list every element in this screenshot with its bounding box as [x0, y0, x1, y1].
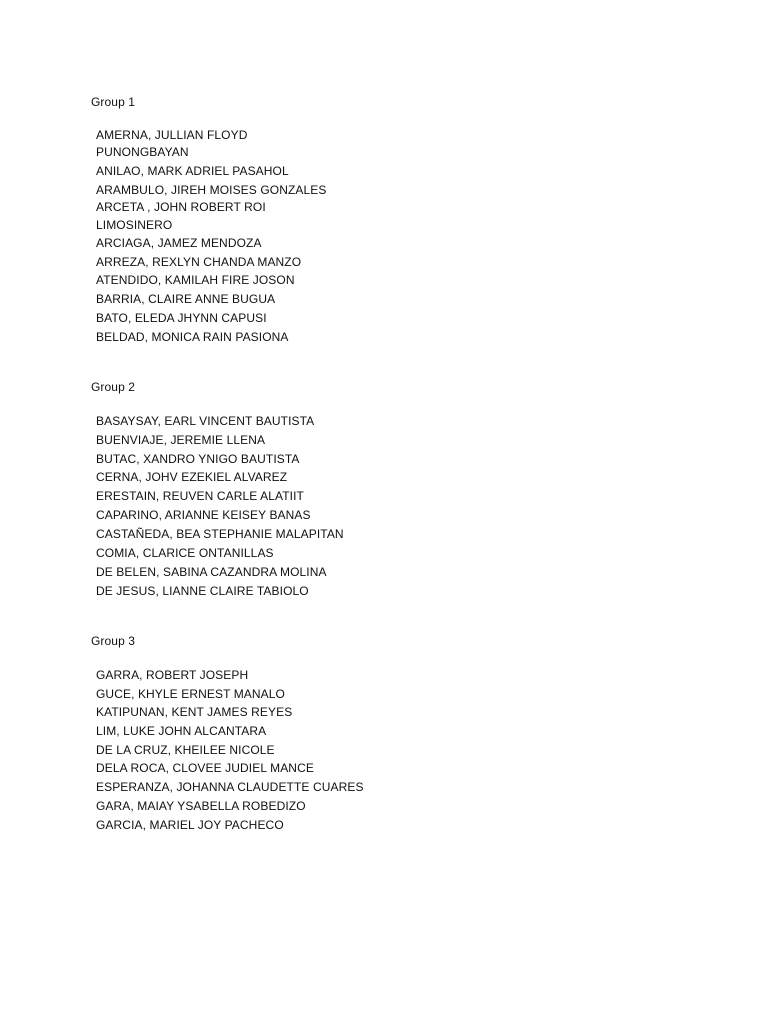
member-name: BUTAC, XANDRO YNIGO BAUTISTA — [96, 452, 300, 466]
member-name: GARA, MAIAY YSABELLA ROBEDIZO — [96, 799, 306, 813]
member-name: DE LA CRUZ, KHEILEE NICOLE — [96, 743, 275, 757]
member-name: BUENVIAJE, JEREMIE LLENA — [96, 433, 266, 447]
member-name: DE JESUS, LIANNE CLAIRE TABIOLO — [96, 584, 309, 598]
member-name: DELA ROCA, CLOVEE JUDIEL MANCE — [96, 761, 314, 775]
member-name: GUCE, KHYLE ERNEST MANALO — [96, 687, 285, 701]
member-name: LIMOSINERO — [96, 218, 173, 232]
member-name: ARAMBULO, JIREH MOISES GONZALES — [96, 183, 327, 197]
member-name: CERNA, JOHV EZEKIEL ALVAREZ — [96, 470, 288, 484]
group-1-title: Group 1 — [91, 95, 136, 109]
member-name: CASTAÑEDA, BEA STEPHANIE MALAPITAN — [96, 527, 344, 541]
member-name: BARRIA, CLAIRE ANNE BUGUA — [96, 292, 276, 306]
member-name: CAPARINO, ARIANNE KEISEY BANAS — [96, 508, 311, 522]
member-name: ARREZA, REXLYN CHANDA MANZO — [96, 255, 302, 269]
member-name: GARCIA, MARIEL JOY PACHECO — [96, 818, 284, 832]
member-name: AMERNA, JULLIAN FLOYD — [96, 128, 248, 142]
member-name: PUNONGBAYAN — [96, 145, 189, 159]
member-name: KATIPUNAN, KENT JAMES REYES — [96, 705, 293, 719]
group-3-title: Group 3 — [91, 634, 136, 648]
member-name: BELDAD, MONICA RAIN PASIONA — [96, 330, 289, 344]
member-name: LIM, LUKE JOHN ALCANTARA — [96, 724, 267, 738]
member-name: ARCIAGA, JAMEZ MENDOZA — [96, 236, 262, 250]
member-name: BATO, ELEDA JHYNN CAPUSI — [96, 311, 267, 325]
group-2-title: Group 2 — [91, 380, 136, 394]
member-name: GARRA, ROBERT JOSEPH — [96, 668, 249, 682]
member-name: ATENDIDO, KAMILAH FIRE JOSON — [96, 273, 295, 287]
member-name: DE BELEN, SABINA CAZANDRA MOLINA — [96, 565, 327, 579]
member-name: ARCETA , JOHN ROBERT ROI — [96, 200, 266, 214]
member-name: ERESTAIN, REUVEN CARLE ALATIIT — [96, 489, 304, 503]
member-name: COMIA, CLARICE ONTANILLAS — [96, 546, 274, 560]
member-name: BASAYSAY, EARL VINCENT BAUTISTA — [96, 414, 315, 428]
member-name: ANILAO, MARK ADRIEL PASAHOL — [96, 164, 289, 178]
member-name: ESPERANZA, JOHANNA CLAUDETTE CUARES — [96, 780, 364, 794]
